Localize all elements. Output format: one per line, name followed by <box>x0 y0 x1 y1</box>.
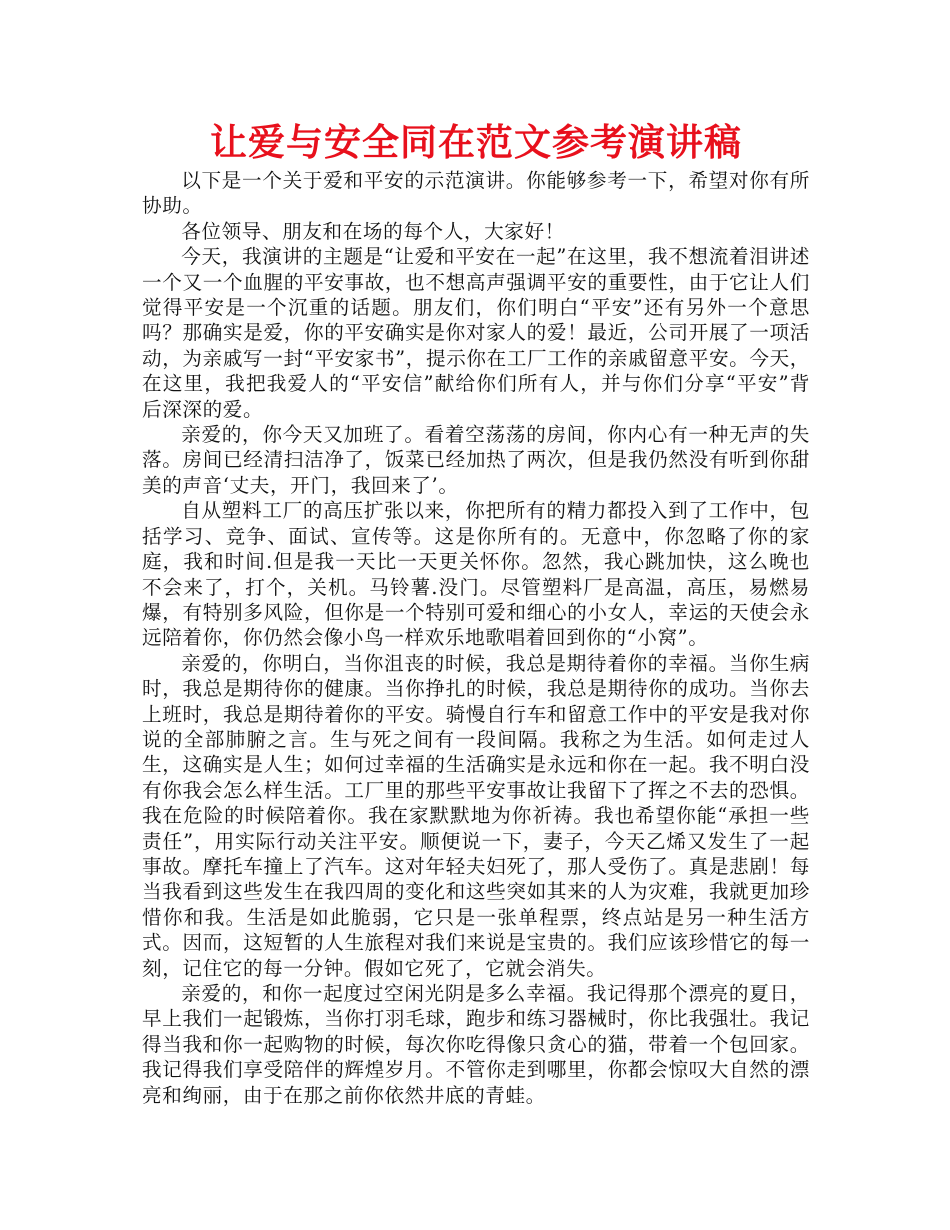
paragraph-greeting: 各位领导、朋友和在场的每个人，大家好！ <box>181 219 565 243</box>
document-page <box>142 118 810 1108</box>
paragraph-theme: 今天，我演讲的主题是“让爱和平安在一起”在这里，我不想流着泪讲述一个又一个血腥的平安事故，也不想高声强调平安的重要性，由于它让人们觉得平安是一个沉重的话题。朋友们，你们明白“平安”还有另外一个意思吗？那确实是爱，你的平安确实是你对家人的爱！最近，公司开展了一项活动，为亲戚写一封“平安家书”，提示你在工厂工作的亲戚留意平安。今天，在这里，我把我爱人的“平安信”献给你们所有人，并与你们分享“平安”背后深深的爱。 <box>142 245 810 421</box>
document-title: 让爱与安全同在范文参考演讲稿 <box>210 121 742 164</box>
paragraph-expectations: 亲爱的，你明白，当你沮丧的时候，我总是期待着你的幸福。当你生病时，我总是期待你的健康。当你挣扎的时候，我总是期待你的成功。当你去上班时，我总是期待着你的平安。骑慢自行车和留意工作中的平安是我对你说的全部肺腑之言。生与死之间有一段间隔。我称之为生活。如何走过人生，这确实是人生；如何过幸福的生活确实是永远和你在一起。我不明白没有你我会怎么样生活。工厂里的那些平安事故让我留下了挥之不去的恐惧。我在危险的时候陪着你。我在家默默地为你祈祷。我也希望你能“承担一些责任”，用实际行动关注平安。顺便说一下，妻子，今天乙烯又发生了一起事故。摩托车撞上了汽车。这对年轻夫妇死了，那人受伤了。真是悲剧！每当我看到这些发生在我四周的变化和这些突如其来的人为灾难，我就更加珍惜你和我。生活是如此脆弱，它只是一张单程票，终点站是另一种生活方式。因而，这短暂的人生旅程对我们来说是宝贵的。我们应该珍惜它的每一刻，记住它的每一分钟。假如它死了，它就会消失。 <box>142 651 810 980</box>
paragraph-memories: 亲爱的，和你一起度过空闲光阴是多么幸福。我记得那个漂亮的夏日，早上我们一起锻炼，当你打羽毛球，跑步和练习器械时，你比我强壮。我记得当我和你一起购物的时候，每次你吃得像只贪心的猫，带着一个包回家。我记得我们享受陪伴的辉煌岁月。不管你走到哪里，你都会惊叹大自然的漂亮和绚丽，由于在那之前你依然井底的青蛙。 <box>142 982 810 1107</box>
paragraph-plastics-plant: 自从塑料工厂的高压扩张以来，你把所有的精力都投入到了工作中，包括学习、竞争、面试、宣传等。这是你所有的。无意中，你忽略了你的家庭，我和时间.但是我一天比一天更关怀你。忽然，我心跳加快，这么晚也不会来了，打个，关机。马铃薯.没门。尽管塑料厂是高温，高压，易燃易爆，有特别多风险，但你是一个特别可爱和细心的小女人，幸运的天使会永远陪着你，你仍然会像小鸟一样欢乐地歌唱着回到你的“小窝”。 <box>142 499 810 650</box>
paragraph-intro: 以下是一个关于爱和平安的示范演讲。你能够参考一下，希望对你有所协助。 <box>142 169 810 218</box>
paragraph-overtime: 亲爱的，你今天又加班了。看着空荡荡的房间，你内心有一种无声的失落。房间已经清扫洁净了，饭菜已经加热了两次，但是我仍然没有听到你甜美的声音‘丈夫，开门，我回来了’。 <box>142 423 810 497</box>
